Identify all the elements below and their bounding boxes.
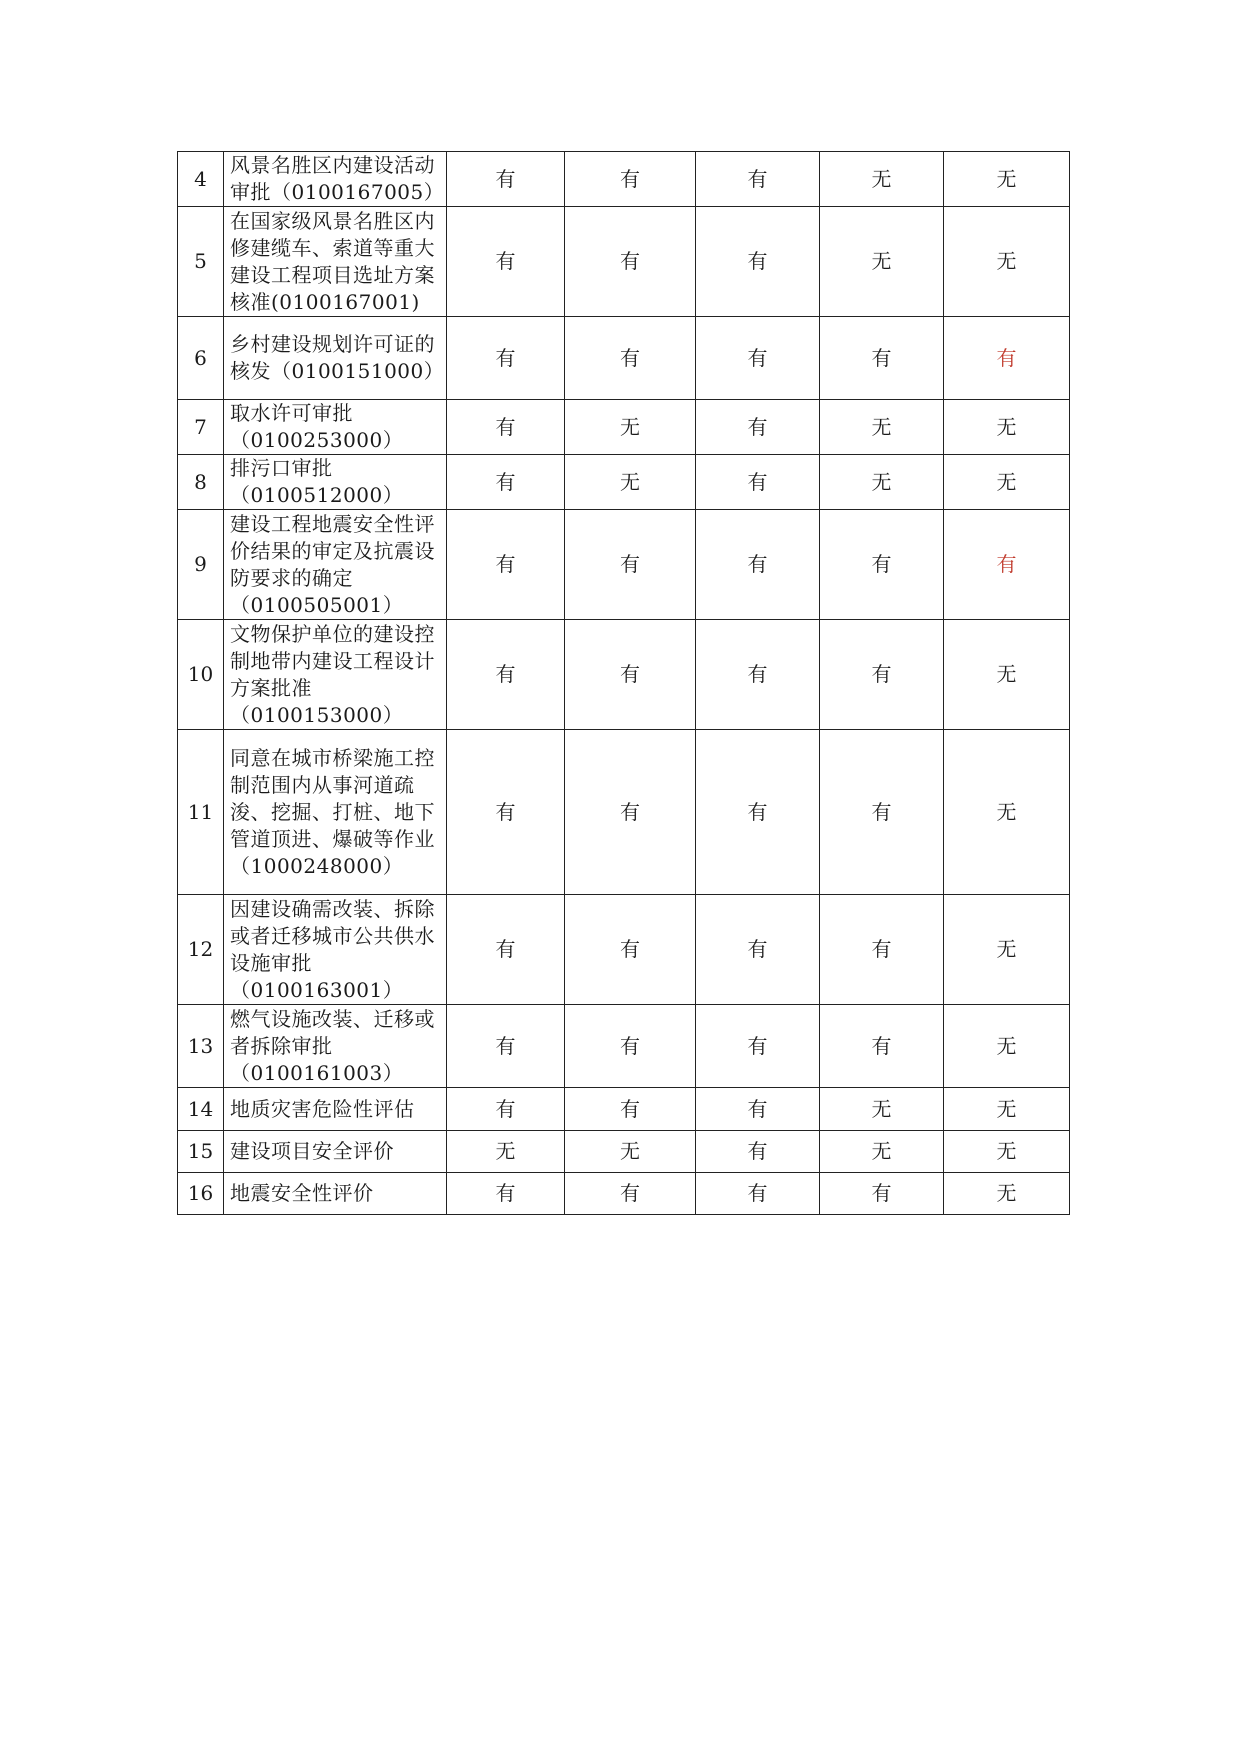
row-number: 8 xyxy=(178,455,224,510)
value-cell: 无 xyxy=(820,400,944,455)
value-cell: 有 xyxy=(696,317,820,400)
item-name: 因建设确需改装、拆除或者迁移城市公共供水设施审批（0100163001） xyxy=(224,895,447,1005)
value-cell: 有 xyxy=(447,895,565,1005)
value-cell: 有 xyxy=(565,895,696,1005)
item-name: 乡村建设规划许可证的核发（0100151000） xyxy=(224,317,447,400)
value-cell: 有 xyxy=(820,895,944,1005)
table-row xyxy=(178,730,1070,895)
value-cell: 无 xyxy=(820,207,944,317)
item-name: 在国家级风景名胜区内修建缆车、索道等重大建设工程项目选址方案核准(0100167001) xyxy=(224,207,447,317)
table-row xyxy=(178,1088,1070,1131)
value-cell: 有 xyxy=(447,620,565,730)
value-cell: 无 xyxy=(447,1131,565,1173)
value-cell: 有 xyxy=(820,620,944,730)
table-row xyxy=(178,510,1070,620)
value-cell: 有 xyxy=(565,1005,696,1088)
table-row xyxy=(178,620,1070,730)
table-row xyxy=(178,207,1070,317)
value-cell: 无 xyxy=(944,1131,1070,1173)
item-name: 取水许可审批（0100253000） xyxy=(224,400,447,455)
row-number: 13 xyxy=(178,1005,224,1088)
value-cell: 无 xyxy=(944,455,1070,510)
item-name: 地质灾害危险性评估 xyxy=(224,1088,447,1131)
value-cell: 有 xyxy=(447,152,565,207)
value-cell: 有 xyxy=(696,895,820,1005)
item-name: 地震安全性评价 xyxy=(224,1173,447,1215)
row-number: 5 xyxy=(178,207,224,317)
value-cell: 有 xyxy=(447,400,565,455)
value-cell: 有 xyxy=(696,207,820,317)
value-cell: 无 xyxy=(944,207,1070,317)
value-cell: 无 xyxy=(820,455,944,510)
value-cell: 无 xyxy=(820,1131,944,1173)
value-cell: 无 xyxy=(565,455,696,510)
value-cell: 有 xyxy=(820,730,944,895)
value-cell: 有 xyxy=(696,1088,820,1131)
row-number: 14 xyxy=(178,1088,224,1131)
value-cell: 无 xyxy=(944,1088,1070,1131)
value-cell: 无 xyxy=(944,152,1070,207)
value-cell: 有 xyxy=(696,510,820,620)
table-row xyxy=(178,152,1070,207)
item-name: 排污口审批（0100512000） xyxy=(224,455,447,510)
item-name: 燃气设施改装、迁移或者拆除审批（0100161003） xyxy=(224,1005,447,1088)
value-cell: 有 xyxy=(447,1005,565,1088)
row-number: 10 xyxy=(178,620,224,730)
value-cell: 无 xyxy=(944,1173,1070,1215)
value-cell: 有 xyxy=(447,207,565,317)
value-cell: 有 xyxy=(447,317,565,400)
value-cell: 有 xyxy=(565,730,696,895)
table-row xyxy=(178,455,1070,510)
value-cell: 有 xyxy=(696,730,820,895)
value-cell: 无 xyxy=(944,400,1070,455)
value-cell: 有 xyxy=(820,1173,944,1215)
value-cell: 有 xyxy=(696,400,820,455)
value-cell: 无 xyxy=(565,400,696,455)
value-cell: 有 xyxy=(565,207,696,317)
value-cell: 无 xyxy=(820,152,944,207)
value-cell: 有 xyxy=(447,730,565,895)
table-row xyxy=(178,1131,1070,1173)
value-cell: 有 xyxy=(565,510,696,620)
value-cell: 有 xyxy=(565,317,696,400)
value-cell: 有 xyxy=(565,1173,696,1215)
row-number: 16 xyxy=(178,1173,224,1215)
value-cell-highlighted: 有 xyxy=(944,510,1070,620)
row-number: 12 xyxy=(178,895,224,1005)
value-cell: 无 xyxy=(820,1088,944,1131)
value-cell-highlighted: 有 xyxy=(944,317,1070,400)
item-name: 风景名胜区内建设活动审批（0100167005） xyxy=(224,152,447,207)
value-cell: 有 xyxy=(447,510,565,620)
table-row xyxy=(178,1173,1070,1215)
row-number: 4 xyxy=(178,152,224,207)
value-cell: 无 xyxy=(565,1131,696,1173)
value-cell: 有 xyxy=(447,455,565,510)
value-cell: 无 xyxy=(944,730,1070,895)
value-cell: 有 xyxy=(696,152,820,207)
row-number: 7 xyxy=(178,400,224,455)
value-cell: 有 xyxy=(565,152,696,207)
value-cell: 有 xyxy=(696,1005,820,1088)
value-cell: 有 xyxy=(820,317,944,400)
row-number: 11 xyxy=(178,730,224,895)
value-cell: 有 xyxy=(820,1005,944,1088)
value-cell: 无 xyxy=(944,1005,1070,1088)
value-cell: 有 xyxy=(447,1173,565,1215)
value-cell: 有 xyxy=(565,620,696,730)
table-row xyxy=(178,895,1070,1005)
table-row xyxy=(178,1005,1070,1088)
row-number: 6 xyxy=(178,317,224,400)
item-name: 同意在城市桥梁施工控制范围内从事河道疏浚、挖掘、打桩、地下管道顶进、爆破等作业（1000248000） xyxy=(224,730,447,895)
item-name: 建设工程地震安全性评价结果的审定及抗震设防要求的确定（0100505001） xyxy=(224,510,447,620)
row-number: 9 xyxy=(178,510,224,620)
value-cell: 有 xyxy=(696,455,820,510)
value-cell: 有 xyxy=(565,1088,696,1131)
item-name: 文物保护单位的建设控制地带内建设工程设计方案批准（0100153000） xyxy=(224,620,447,730)
table-row xyxy=(178,400,1070,455)
item-name: 建设项目安全评价 xyxy=(224,1131,447,1173)
table-row xyxy=(178,317,1070,400)
row-number: 15 xyxy=(178,1131,224,1173)
value-cell: 有 xyxy=(696,1131,820,1173)
approval-items-table xyxy=(177,151,1070,1215)
value-cell: 有 xyxy=(820,510,944,620)
value-cell: 有 xyxy=(696,1173,820,1215)
value-cell: 无 xyxy=(944,895,1070,1005)
value-cell: 无 xyxy=(944,620,1070,730)
value-cell: 有 xyxy=(696,620,820,730)
value-cell: 有 xyxy=(447,1088,565,1131)
